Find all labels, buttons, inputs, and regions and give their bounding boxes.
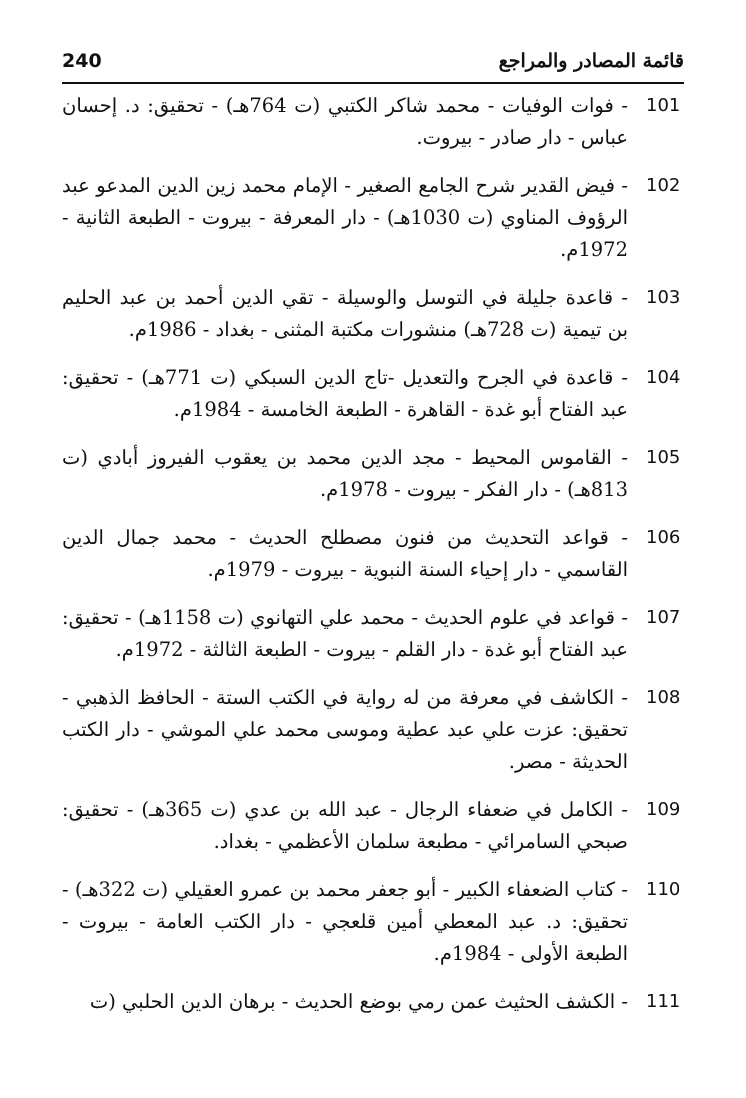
- entry-text: - فوات الوفيات - محمد شاكر الكتبي (ت 764هـ) - تحقيق: د. إحسان عباس - دار صادر - بيروت.: [62, 94, 629, 149]
- bibliography-entry: [62, 362, 680, 426]
- bibliography-entry: [62, 986, 680, 1018]
- entry-number: 108: [646, 687, 681, 708]
- bibliography-entry: [62, 522, 680, 586]
- entry-text: - القاموس المحيط - مجد الدين محمد بن يعقوب الفيروز أبادي (ت 813هـ) - دار الفكر - بيروت - 1978م.: [62, 446, 628, 501]
- bibliography-entry: [62, 442, 680, 506]
- entry-number: 106: [646, 527, 681, 548]
- bibliography-entry: [62, 282, 680, 346]
- bibliography-entry: [62, 682, 680, 778]
- bibliography-entry: [62, 874, 680, 970]
- entry-number: 109: [646, 799, 681, 820]
- entry-number: 110: [646, 879, 681, 900]
- entry-text: - قواعد التحديث من فنون مصطلح الحديث - محمد جمال الدين القاسمي - دار إحياء السنة النبوية - بيروت - 1979م.: [62, 526, 628, 581]
- entry-number: 104: [646, 367, 681, 388]
- entry-number: 107: [646, 607, 681, 628]
- entry-text: - فيض القدير شرح الجامع الصغير - الإمام محمد زين الدين المدعو عبد الرؤوف المناوي (ت 1030هـ) - دار المعرفة - بيروت - الطبعة الثانية - 1972م.: [62, 174, 628, 261]
- entry-text: - الكشف الحثيث عمن رمي بوضع الحديث - برهان الدين الحلبي (ت: [89, 990, 628, 1013]
- entry-text: - الكاشف في معرفة من له رواية في الكتب الستة - الحافظ الذهبي - تحقيق: عزت علي عبد عطية وموسى محمد علي الموشي - دار الكتب الحديثة - مصر.: [62, 686, 628, 773]
- entry-text: - قواعد في علوم الحديث - محمد علي التهانوي (ت 1158هـ) - تحقيق: عبد الفتاح أبو غدة - دار القلم - بيروت - الطبعة الثالثة - 1972م.: [62, 606, 628, 661]
- entry-text: - قاعدة جليلة في التوسل والوسيلة - تقي الدين أحمد بن عبد الحليم بن تيمية (ت 728هـ) منشورات مكتبة المثنى - بغداد - 1986م.: [62, 286, 628, 341]
- entry-number: 103: [646, 287, 681, 308]
- header-title: قائمة المصادر والمراجع: [498, 50, 684, 72]
- bibliography-entry: [62, 602, 680, 666]
- entry-number: 105: [646, 447, 681, 468]
- bibliography-entry: [62, 794, 680, 858]
- entry-text: - الكامل في ضعفاء الرجال - عبد الله بن عدي (ت 365هـ) - تحقيق: صبحي السامرائي - مطبعة سلمان الأعظمي - بغداد.: [62, 798, 628, 853]
- bibliography-list: [62, 90, 680, 1034]
- entry-number: 102: [646, 175, 681, 196]
- entry-number: 111: [646, 991, 681, 1012]
- entry-number: 101: [646, 95, 681, 116]
- bibliography-entry: [62, 170, 680, 266]
- entry-text: - كتاب الضعفاء الكبير - أبو جعفر محمد بن عمرو العقيلي (ت 322هـ) - تحقيق: د. عبد المعطي أمين قلعجي - دار الكتب العامة - بيروت - الطبعة الأولى - 1984م.: [62, 878, 628, 965]
- page-number: 240: [62, 50, 102, 72]
- page-header: [62, 44, 684, 84]
- entry-text: - قاعدة في الجرح والتعديل -تاج الدين السبكي (ت 771هـ) - تحقيق: عبد الفتاح أبو غدة - القاهرة - الطبعة الخامسة - 1984م.: [62, 366, 628, 421]
- bibliography-entry: [62, 90, 680, 154]
